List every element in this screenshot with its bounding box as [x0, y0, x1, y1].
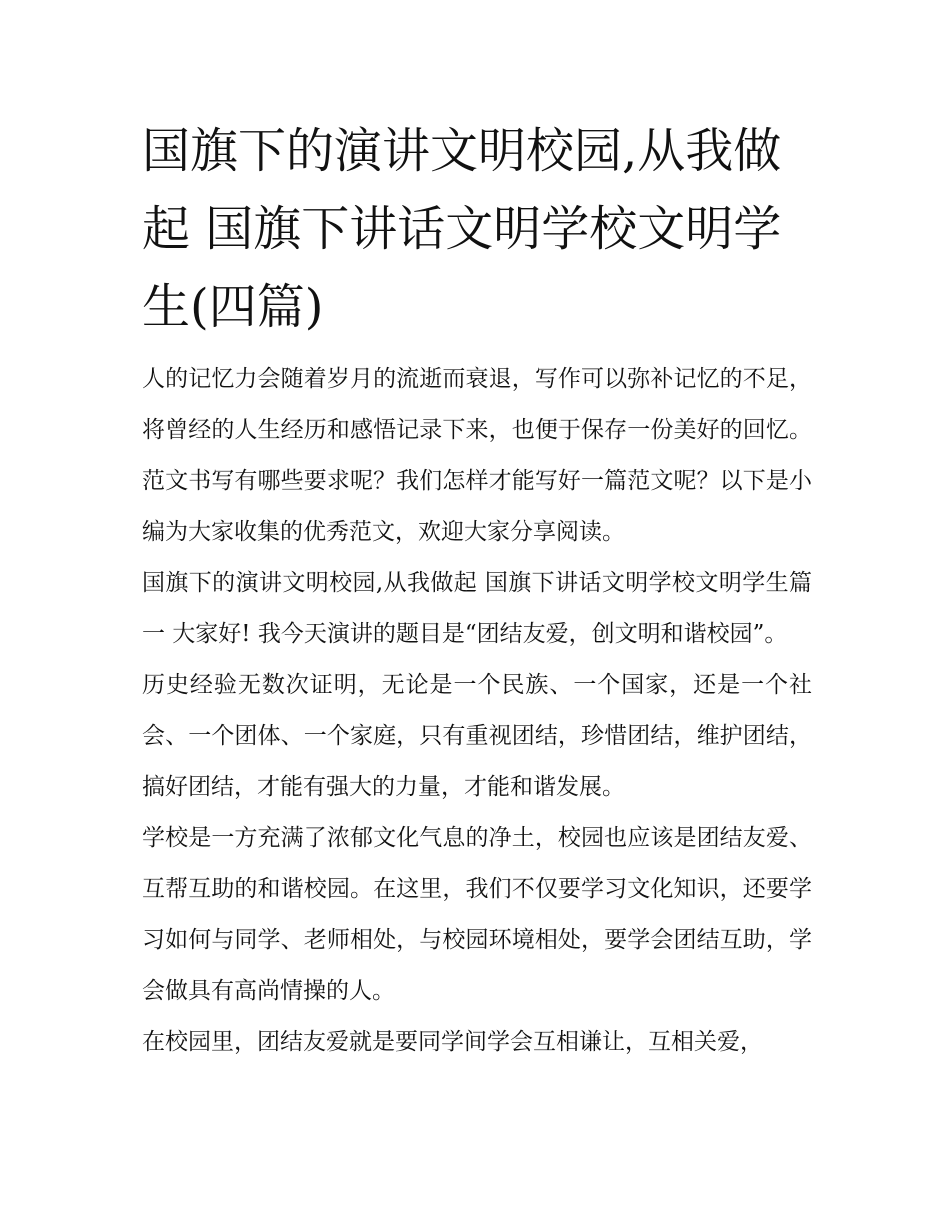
- paragraph-section-heading: 国旗下的演讲文明校园,从我做起 国旗下讲话文明学校文明学生篇一 大家好! 我今天演讲的题目是“团结友爱，创文明和谐校园”。: [142, 570, 812, 647]
- paragraph-intro: 人的记忆力会随着岁月的流逝而衰退，写作可以弥补记忆的不足，将曾经的人生经历和感悟记录下来，也便于保存一份美好的回忆。范文书写有哪些要求呢？我们怎样才能写好一篇范文呢？以下是小编为大家收集的优秀范文，欢迎大家分享阅读。: [142, 366, 812, 545]
- document-body: [142, 112, 812, 1068]
- paragraph-history: 历史经验无数次证明，无论是一个民族、一个国家，还是一个社会、一个团体、一个家庭，只有重视团结，珍惜团结，维护团结，搞好团结，才能有强大的力量，才能和谐发展。: [142, 672, 812, 800]
- document-title: 国旗下的演讲文明校园,从我做起 国旗下讲话文明学校文明学生(四篇): [142, 123, 782, 335]
- paragraph-school: 学校是一方充满了浓郁文化气息的净土，校园也应该是团结友爱、互帮互助的和谐校园。在这里，我们不仅要学习文化知识，还要学习如何与同学、老师相处，与校园环境相处，要学会团结互助，学会做具有高尚情操的人。: [142, 825, 812, 1004]
- paragraph-campus: 在校园里，团结友爱就是要同学间学会互相谦让，互相关爱，: [142, 1029, 763, 1055]
